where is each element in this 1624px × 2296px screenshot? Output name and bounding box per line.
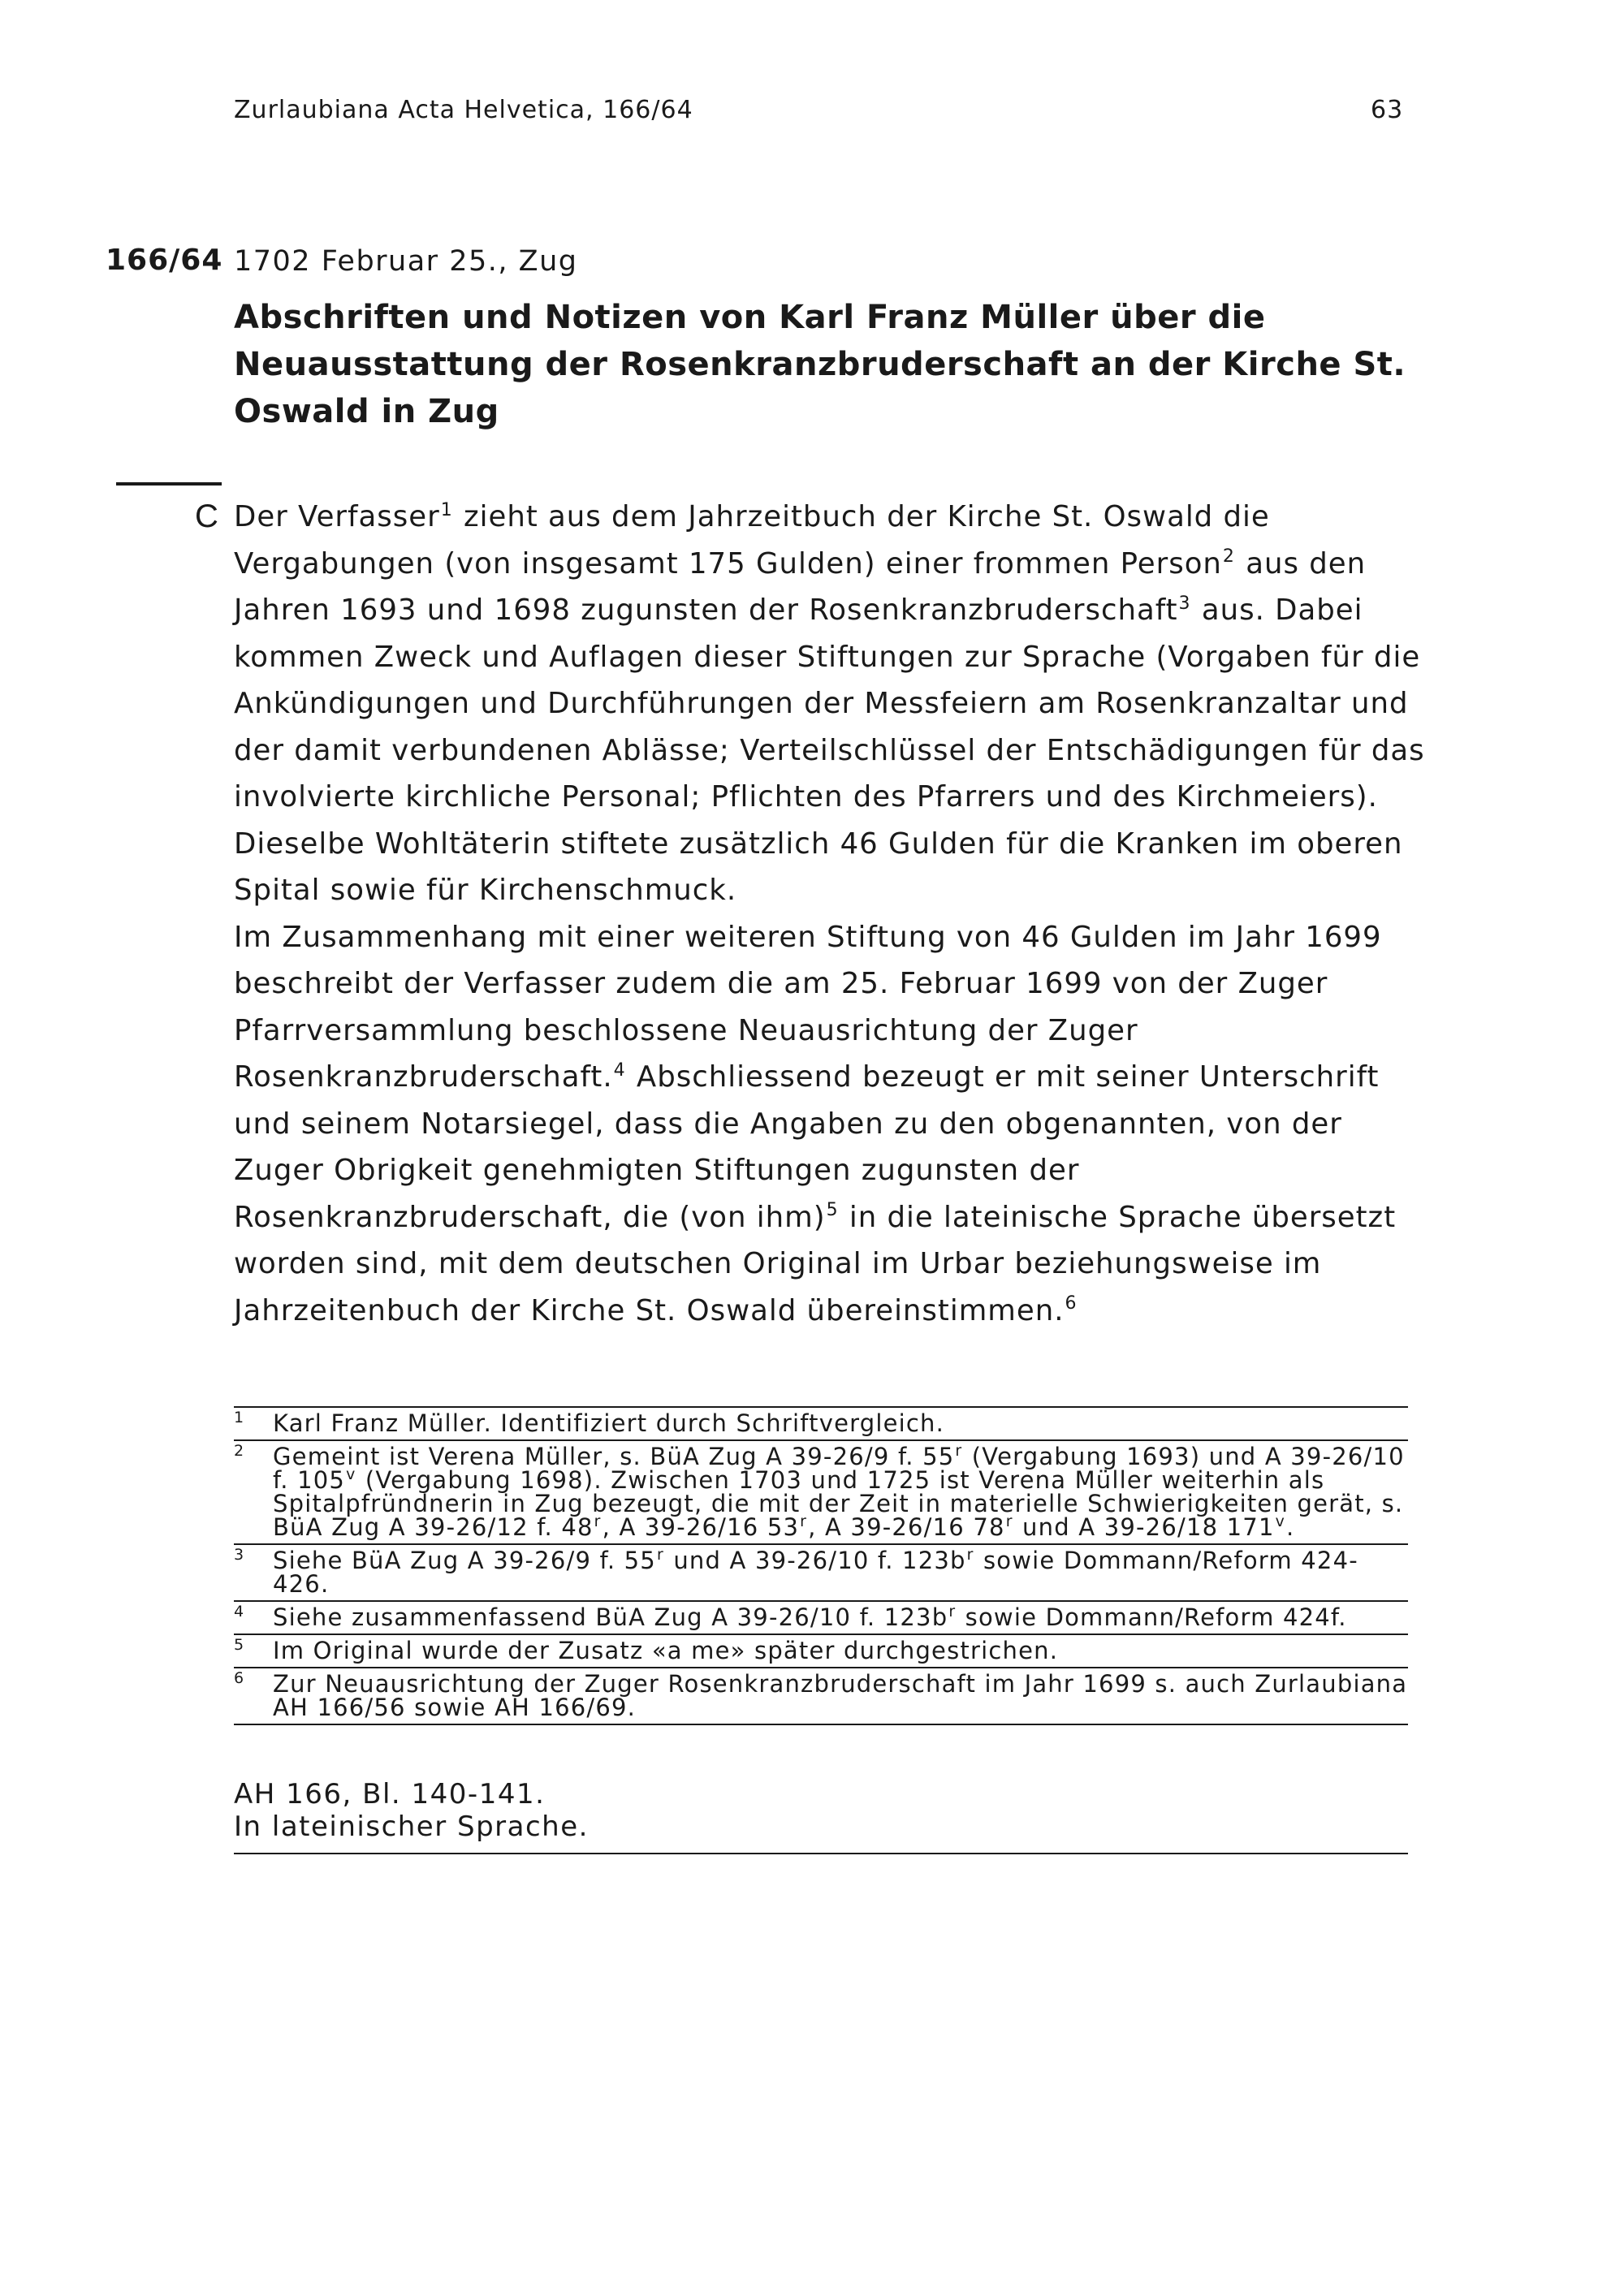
document-type-marker: C (195, 498, 218, 534)
footnote-number: 1 (234, 1409, 245, 1426)
footnote-text (273, 1443, 1405, 1541)
folio-marker: r (1005, 1513, 1013, 1530)
text-run: zieht aus dem Jahrzeitbuch der Kirche St. Oswald die Vergabungen (von insgesamt 175 Gulden) einer frommen Person (234, 500, 1270, 580)
folio-marker: v (1275, 1513, 1285, 1530)
footnote-number: 2 (234, 1442, 245, 1460)
entry-date-place: 1702 Februar 25., Zug (234, 245, 578, 278)
footnote-ref: 3 (1178, 593, 1191, 614)
source-reference: AH 166, Bl. 140-141. (234, 1778, 546, 1810)
footnote (234, 1667, 1408, 1724)
footnote-text (273, 1603, 1347, 1631)
source-note (234, 1778, 1408, 1854)
footnotes-end-rule (234, 1724, 1408, 1725)
footnote-ref: 5 (826, 1200, 839, 1221)
summary-text (234, 494, 1427, 1334)
source-language: In lateinischer Sprache. (234, 1810, 589, 1843)
folio-marker: r (800, 1513, 808, 1530)
entry-number: 166/64 (106, 244, 223, 277)
text-run: Gemeint ist Verena Müller, s. BüA Zug A 39-26/9 f. 55 (273, 1443, 955, 1470)
footnote-ref: 2 (1222, 546, 1235, 568)
text-run: und A 39-26/18 171 (1013, 1513, 1275, 1541)
footnote-ref: 4 (613, 1060, 626, 1081)
footnote-text: Karl Franz Müller. Identifiziert durch Schriftvergleich. (273, 1409, 945, 1437)
text-run: Der Verfasser (234, 500, 440, 533)
footnote (234, 1634, 1408, 1667)
footnote (234, 1406, 1408, 1439)
footnote-number: 5 (234, 1636, 245, 1654)
footnote (234, 1439, 1408, 1543)
summary-paragraph (234, 494, 1427, 914)
text-run: in die lateinische Sprache übersetzt worden sind, mit dem deutschen Original im Urbar beziehungsweise im Jahrzeitenbuch der Kirche St. Oswald übereinstimmen. (234, 1200, 1397, 1327)
text-run: sowie Dommann/Reform 424-426. (273, 1547, 1358, 1598)
text-run: sowie Dommann/Reform 424f. (957, 1603, 1347, 1631)
text-run: . (1285, 1513, 1295, 1541)
page-number: 63 (1371, 96, 1404, 124)
footnotes (234, 1406, 1408, 1725)
running-head: Zurlaubiana Acta Helvetica, 166/64 (234, 96, 693, 124)
folio-marker: r (948, 1603, 957, 1621)
footnote-text: Zur Neuausrichtung der Zuger Rosenkranzbruderschaft im Jahr 1699 s. auch Zurlaubiana AH 166/56 sowie AH 166/69. (273, 1670, 1408, 1721)
text-run: Abschliessend bezeugt er mit seiner Unterschrift und seinem Notarsiegel, dass die Angaben zu den obgenannten, von der Zuger Obrigkeit genehmigten Stiftungen zugunsten der Rosenkranzbruderschaft, die (von ihm) (234, 1060, 1380, 1234)
folio-marker: r (594, 1513, 602, 1530)
footnote-ref: 6 (1065, 1293, 1078, 1314)
text-run: (Vergabung 1693) und A 39-26/10 f. 105 (273, 1443, 1405, 1494)
section-divider (116, 482, 222, 486)
text-run: aus. Dabei kommen Zweck und Auflagen dieser Stiftungen zur Sprache (Vorgaben für die Ankündigungen und Durchführungen der Messfeiern am Rosenkranzaltar und der damit verbundenen Ablässe; Verteilschlüssel der Entschädigungen für das involvierte kirchliche Personal; Pflichten des Pfarrers und des Kirchmeiers). Dieselbe Wohltäterin stiftete zusätzlich 46 Gulden für die Kranken im oberen Spital sowie für Kirchenschmuck. (234, 593, 1425, 907)
footnote-number: 6 (234, 1669, 245, 1687)
text-run: Siehe zusammenfassend BüA Zug A 39-26/10 f. 123b (273, 1603, 948, 1631)
text-run: , A 39-26/16 78 (808, 1513, 1005, 1541)
folio-marker: r (966, 1546, 974, 1564)
text-run: Im Zusammenhang mit einer weiteren Stiftung von 46 Gulden im Jahr 1699 beschreibt der Verfasser zudem die am 25. Februar 1699 von der Zuger Pfarrversammlung beschlossene Neuausrichtung der Zuger Rosenkranzbruderschaft. (234, 920, 1382, 1094)
footnote-number: 3 (234, 1546, 245, 1564)
folio-marker: v (346, 1465, 356, 1483)
footnote-ref: 1 (440, 499, 453, 520)
folio-marker: r (955, 1442, 963, 1460)
footnote-number: 4 (234, 1603, 245, 1621)
text-run: (Vergabung 1698). Zwischen 1703 und 1725 ist Verena Müller weiterhin als Spitalpfründnerin in Zug bezeugt, die mit der Zeit in materielle Schwierigkeiten gerät, s. BüA Zug A 39-26/12 f. 48 (273, 1466, 1404, 1541)
text-run: Siehe BüA Zug A 39-26/9 f. 55 (273, 1547, 656, 1574)
entry-title: Abschriften und Notizen von Karl Franz Müller über die Neuausstattung der Rosenkranzbruderschaft an der Kirche St. Oswald in Zug (234, 299, 1406, 430)
folio-marker: r (656, 1546, 664, 1564)
footnote (234, 1600, 1408, 1634)
footnote-text (273, 1547, 1358, 1598)
footnote (234, 1543, 1408, 1600)
text-run: und A 39-26/10 f. 123b (664, 1547, 966, 1574)
summary-paragraph (234, 914, 1427, 1335)
footnote-text: Im Original wurde der Zusatz «a me» später durchgestrichen. (273, 1637, 1059, 1664)
text-run: , A 39-26/16 53 (602, 1513, 800, 1541)
text-run: aus den Jahren 1693 und 1698 zugunsten der Rosenkranzbruderschaft (234, 546, 1367, 627)
